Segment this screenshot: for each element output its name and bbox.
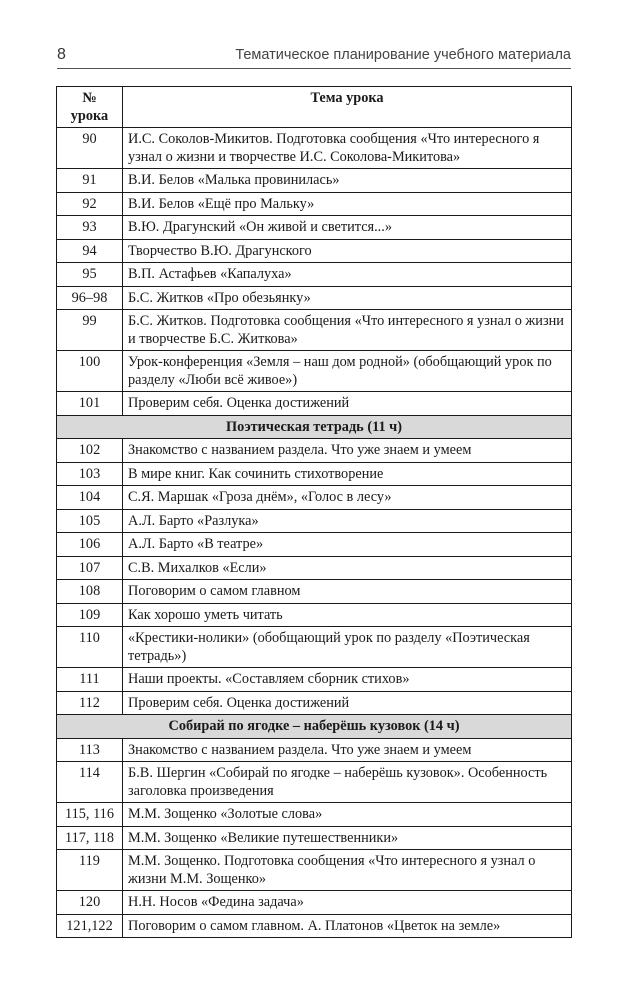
lesson-topic: М.М. Зощенко «Золотые слова» (123, 803, 572, 827)
table-row (57, 439, 572, 463)
table-row (57, 803, 572, 827)
lesson-topic: Урок-конференция «Земля – наш дом родной» (обобщающий урок по разделу «Люби всё живое») (123, 351, 572, 392)
lesson-topic: С.В. Михалков «Если» (123, 556, 572, 580)
lesson-number: 94 (57, 239, 123, 263)
lesson-plan-table (56, 86, 572, 938)
lesson-topic: И.С. Соколов-Микитов. Подготовка сообщения «Что интересного я узнал о жизни и творчестве И.С. Соколова-Микитова» (123, 128, 572, 169)
section-title: Поэтическая тетрадь (11 ч) (57, 415, 572, 439)
lesson-topic: Проверим себя. Оценка достижений (123, 392, 572, 416)
table-row (57, 762, 572, 803)
lesson-number: 108 (57, 580, 123, 604)
table-row (57, 392, 572, 416)
section-header-row (57, 415, 572, 439)
lesson-topic: В мире книг. Как сочинить стихотворение (123, 462, 572, 486)
lesson-topic: М.М. Зощенко. Подготовка сообщения «Что интересного я узнал о жизни М.М. Зощенко» (123, 850, 572, 891)
table-row (57, 738, 572, 762)
lesson-number: 109 (57, 603, 123, 627)
table-row (57, 192, 572, 216)
lesson-topic: М.М. Зощенко «Великие путешественники» (123, 826, 572, 850)
table-row (57, 351, 572, 392)
lesson-topic: «Крестики-нолики» (обобщающий урок по разделу «Поэтическая тетрадь») (123, 627, 572, 668)
lesson-topic: А.Л. Барто «В театре» (123, 533, 572, 557)
lesson-topic: Б.С. Житков «Про обезьянку» (123, 286, 572, 310)
lesson-number: 99 (57, 310, 123, 351)
lesson-number: 112 (57, 691, 123, 715)
lesson-topic: А.Л. Барто «Разлука» (123, 509, 572, 533)
lesson-topic: Б.С. Житков. Подготовка сообщения «Что интересного я узнал о жизни и творчестве Б.С. Житкова» (123, 310, 572, 351)
lesson-number: 93 (57, 216, 123, 240)
table-row (57, 239, 572, 263)
lesson-topic: Поговорим о самом главном (123, 580, 572, 604)
table-row (57, 603, 572, 627)
lesson-number: 121,122 (57, 914, 123, 938)
table-row (57, 462, 572, 486)
lesson-topic: Проверим себя. Оценка достижений (123, 691, 572, 715)
table-row (57, 627, 572, 668)
table-row (57, 691, 572, 715)
table-row (57, 826, 572, 850)
lesson-number: 103 (57, 462, 123, 486)
lesson-number: 110 (57, 627, 123, 668)
table-row (57, 216, 572, 240)
lesson-number: 95 (57, 263, 123, 287)
section-title: Собирай по ягодке – наберёшь кузовок (14 ч) (57, 715, 572, 739)
lesson-topic: Знакомство с названием раздела. Что уже знаем и умеем (123, 738, 572, 762)
lesson-number: 102 (57, 439, 123, 463)
lesson-topic: Б.В. Шергин «Собирай по ягодке – наберёшь кузовок». Особенность заголовка произведения (123, 762, 572, 803)
lesson-number: 90 (57, 128, 123, 169)
table-row (57, 891, 572, 915)
table-row (57, 128, 572, 169)
running-title: Тематическое планирование учебного материала (235, 47, 571, 63)
lesson-topic: В.И. Белов «Ещё про Мальку» (123, 192, 572, 216)
table-row (57, 556, 572, 580)
lesson-topic: В.Ю. Драгунский «Он живой и светится...» (123, 216, 572, 240)
lesson-number: 104 (57, 486, 123, 510)
table-row (57, 286, 572, 310)
lesson-number: 92 (57, 192, 123, 216)
lesson-number: 100 (57, 351, 123, 392)
lesson-number: 111 (57, 668, 123, 692)
page-number: 8 (57, 46, 66, 63)
table-header-row (57, 87, 572, 128)
lesson-topic: Творчество В.Ю. Драгунского (123, 239, 572, 263)
lesson-number: 115, 116 (57, 803, 123, 827)
lesson-topic: Наши проекты. «Составляем сборник стихов» (123, 668, 572, 692)
table-row (57, 850, 572, 891)
column-header-lesson-topic: Тема урока (123, 87, 572, 128)
table-row (57, 263, 572, 287)
column-header-lesson-number: № урока (57, 87, 123, 128)
lesson-number: 106 (57, 533, 123, 557)
lesson-number: 119 (57, 850, 123, 891)
table-row (57, 914, 572, 938)
table-row (57, 580, 572, 604)
lesson-number: 113 (57, 738, 123, 762)
table-row (57, 509, 572, 533)
section-header-row (57, 715, 572, 739)
table-row (57, 486, 572, 510)
lesson-number: 96–98 (57, 286, 123, 310)
table-row (57, 668, 572, 692)
lesson-number: 120 (57, 891, 123, 915)
lesson-number: 107 (57, 556, 123, 580)
lesson-topic: Н.Н. Носов «Федина задача» (123, 891, 572, 915)
lesson-topic: Знакомство с названием раздела. Что уже знаем и умеем (123, 439, 572, 463)
lesson-topic: Как хорошо уметь читать (123, 603, 572, 627)
page-header (57, 44, 571, 69)
lesson-topic: Поговорим о самом главном. А. Платонов «Цветок на земле» (123, 914, 572, 938)
table-row (57, 169, 572, 193)
table-row (57, 310, 572, 351)
lesson-number: 105 (57, 509, 123, 533)
table-row (57, 533, 572, 557)
lesson-topic: С.Я. Маршак «Гроза днём», «Голос в лесу» (123, 486, 572, 510)
lesson-number: 101 (57, 392, 123, 416)
lesson-number: 117, 118 (57, 826, 123, 850)
lesson-topic: В.И. Белов «Малька провинилась» (123, 169, 572, 193)
lesson-number: 91 (57, 169, 123, 193)
lesson-number: 114 (57, 762, 123, 803)
lesson-topic: В.П. Астафьев «Капалуха» (123, 263, 572, 287)
